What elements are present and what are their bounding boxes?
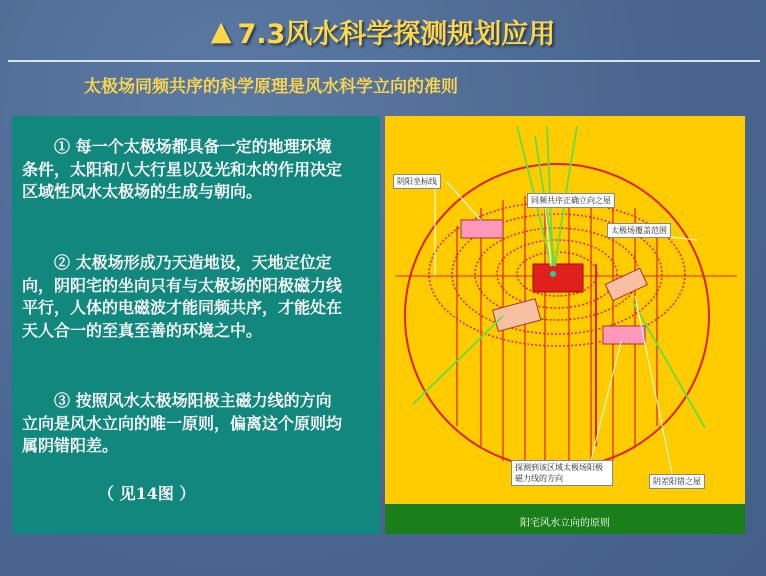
pink-house-left	[461, 220, 503, 238]
label-misaligned-house: 阴差阳错之屋	[649, 474, 705, 489]
slide-subtitle: 太极场同频共序的科学原理是风水科学立向的准则	[84, 77, 458, 97]
central-house	[533, 264, 583, 292]
label-field-range: 太极场覆盖范围	[607, 223, 671, 238]
center-point	[550, 271, 556, 277]
diagram-caption: 阳宅风水立向的原则	[520, 517, 610, 529]
title-divider	[8, 60, 760, 62]
pink-house-right	[603, 326, 645, 344]
label-yinyang-axis: 阴阳坐标线	[393, 174, 441, 189]
label-same-frequency-house: 同频共序正确立向之屋	[527, 193, 615, 208]
figure-reference: （ 见14图 ）	[98, 484, 196, 503]
label-detected-lines: 探测到该区域太极场阳极磁力线的方向	[511, 460, 613, 486]
paragraph-3: ③ 按照风水太极场阳极主磁力线的方向立向是风水立向的唯一原则，偏离这个原则均属阴错阳差。	[22, 391, 343, 455]
paragraph-1: ① 每一个太极场都具备一定的地理环境条件，太阳和八大行星以及光和水的作用决定区域性风水太极场的生成与朝向。	[22, 137, 343, 201]
triangle-icon: ▲	[210, 15, 232, 47]
paragraph-2: ② 太极场形成乃天造地设，天地定位定向，阴阳宅的坐向只有与太极场的阳极磁力线平行，人体的电磁波才能同频共序，才能处在天人合一的至真至善的环境之中。	[22, 253, 343, 340]
text-panel	[12, 116, 380, 534]
taiji-field-diagram	[385, 116, 745, 534]
slide-title	[0, 0, 766, 62]
slide-title-text: 7.3风水科学探测规划应用	[237, 18, 556, 50]
